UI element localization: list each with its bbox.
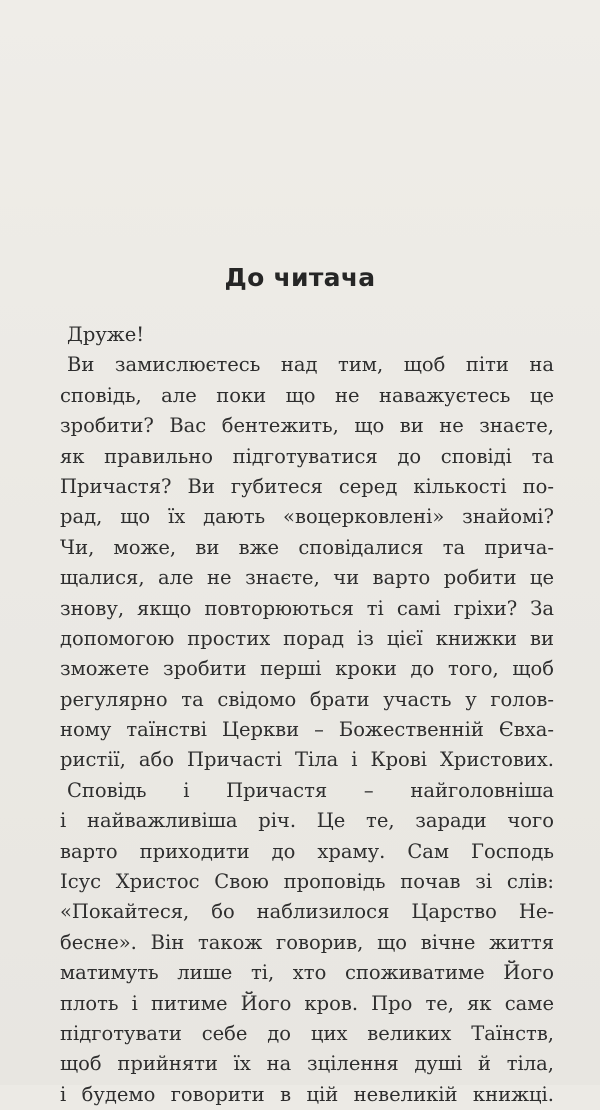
text-line: Ви замислюєтесь над тим, щоб піти на	[67, 353, 554, 377]
text-line: зможете зробити перші кроки до того, щоб	[60, 657, 554, 681]
body-text	[60, 320, 554, 1110]
paragraph-2	[60, 776, 554, 1110]
text-line: плоть і питиме Його кров. Про те, як саме	[60, 991, 554, 1015]
text-line: і найважливіша річ. Це те, заради чого	[60, 809, 554, 833]
page-title: До читача	[224, 263, 376, 292]
text-line: Причастя? Ви губитеся серед кількості по-	[60, 474, 554, 498]
text-line: «Покайтеся, бо наблизилося Царство Не-	[60, 900, 554, 924]
text-line: матимуть лише ті, хто споживатиме Його	[60, 961, 554, 985]
text-line: ристії, або Причасті Тіла і Крові Христових.	[60, 748, 554, 772]
text-line: бесне». Він також говорив, що вічне життя	[60, 930, 554, 954]
text-line: регулярно та свідомо брати участь у голов-	[60, 687, 554, 711]
text-line: Ісус Христос Свою проповідь почав зі слів:	[60, 870, 554, 894]
text-line: сповідь, але поки що не наважуєтесь це	[60, 383, 554, 407]
text-line: Сповідь і Причастя – найголовніша	[67, 778, 554, 802]
text-line: ному таїнстві Церкви – Божественній Євха-	[60, 718, 554, 742]
text-line: рад, що їх дають «воцерковлені» знайомі?	[60, 505, 554, 529]
text-line: Чи, може, ви вже сповідалися та прича-	[60, 535, 554, 559]
text-line: допомогою простих порад із цієї книжки ви	[60, 626, 554, 650]
text-line: щалися, але не знаєте, чи варто робити це	[60, 566, 554, 590]
text-line: підготувати себе до цих великих Таїнств,	[60, 1021, 554, 1045]
text-line: знову, якщо повторюються ті самі гріхи? За	[60, 596, 554, 620]
text-line: і будемо говорити в цій невеликій книжці.	[60, 1082, 554, 1106]
text-line: як правильно підготуватися до сповіді та	[60, 444, 554, 468]
paragraph-1	[60, 350, 554, 775]
text-line: варто приходити до храму. Сам Господь	[60, 839, 554, 863]
greeting-line: Друже!	[67, 323, 145, 346]
text-line: зробити? Вас бентежить, що ви не знаєте,	[60, 414, 554, 438]
text-line: щоб прийняти їх на зцілення душі й тіла,	[60, 1052, 554, 1076]
